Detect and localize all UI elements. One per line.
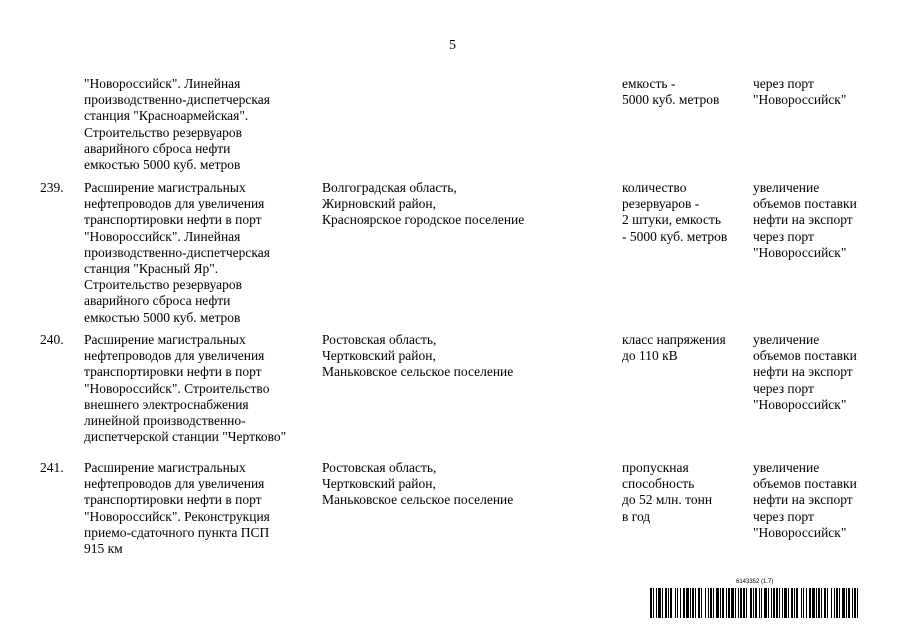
barcode-icon: [650, 588, 858, 618]
barcode-bar: [771, 588, 772, 618]
row-purpose: увеличение объемов поставки нефти на экспорт через порт "Новороссийск": [753, 460, 857, 540]
barcode-bar: [743, 588, 745, 618]
barcode: [650, 579, 860, 619]
row-name: Расширение магистральных нефтепроводов для увеличения транспортировки нефти в порт "Новороссийск". Строительство внешнего электроснабжения линейной производственно- диспетчерской станции "Чертково": [84, 332, 287, 445]
barcode-bar: [755, 588, 757, 618]
row-purpose: увеличение объемов поставки нефти на экспорт через порт "Новороссийск": [753, 180, 857, 260]
barcode-bar: [716, 588, 719, 618]
row-purpose: увеличение объемов поставки нефти на экспорт через порт "Новороссийск": [753, 332, 857, 412]
row-param: класс напряжения до 110 кВ: [622, 332, 726, 364]
barcode-bar: [692, 588, 694, 618]
barcode-bar: [818, 588, 820, 618]
barcode-bar: [831, 588, 832, 618]
barcode-bar: [668, 588, 669, 618]
barcode-bar: [779, 588, 780, 618]
barcode-bar: [834, 588, 835, 618]
barcode-bar: [698, 588, 700, 618]
barcode-bar: [801, 588, 802, 618]
barcode-bar: [650, 588, 652, 618]
barcode-bar: [803, 588, 804, 618]
barcode-bar: [854, 588, 856, 618]
barcode-bar: [839, 588, 840, 618]
continuation-param: емкость - 5000 куб. метров: [622, 76, 720, 108]
barcode-label: 6143352 (1.7): [736, 579, 774, 585]
row-name: Расширение магистральных нефтепроводов для увеличения транспортировки нефти в порт "Новороссийск". Реконструкция приемо-сдаточного пункта ПСП 915 км: [84, 460, 270, 557]
barcode-bar: [680, 588, 681, 618]
row-number: 241.: [40, 460, 64, 475]
barcode-bar: [842, 588, 845, 618]
barcode-bar: [821, 588, 822, 618]
barcode-bar: [738, 588, 739, 618]
row-number: 239.: [40, 180, 64, 195]
row-location: Ростовская область, Чертковский район, Маньковское сельское поселение: [322, 332, 514, 380]
barcode-bar: [776, 588, 778, 618]
barcode-bar: [768, 588, 769, 618]
row-location: Ростовская область, Чертковский район, Маньковское сельское поселение: [322, 460, 514, 508]
barcode-bar: [816, 588, 817, 618]
row-location: Волгоградская область, Жирновский район, Красноярское городское поселение: [322, 180, 525, 228]
barcode-bar: [796, 588, 798, 618]
barcode-bar: [735, 588, 736, 618]
barcode-bar: [827, 588, 828, 618]
barcode-bar: [753, 588, 754, 618]
barcode-bar: [846, 588, 847, 618]
barcode-bar: [653, 588, 654, 618]
barcode-bar: [857, 588, 858, 618]
barcode-bar: [812, 588, 815, 618]
barcode-bar: [750, 588, 752, 618]
page-number: 5: [449, 38, 456, 53]
barcode-bar: [675, 588, 676, 618]
barcode-bar: [686, 588, 689, 618]
barcode-bar: [740, 588, 742, 618]
barcode-bar: [852, 588, 853, 618]
barcode-bar: [788, 588, 789, 618]
barcode-bar: [726, 588, 727, 618]
row-param: пропускная способность до 52 млн. тонн в год: [622, 460, 713, 524]
barcode-bar: [656, 588, 657, 618]
barcode-bar: [662, 588, 663, 618]
barcode-bar: [764, 588, 767, 618]
barcode-bar: [784, 588, 787, 618]
barcode-bar: [710, 588, 712, 618]
barcode-bar: [773, 588, 775, 618]
barcode-bar: [701, 588, 702, 618]
row-param: количество резервуаров - 2 штуки, емкость - 5000 куб. метров: [622, 180, 728, 244]
barcode-bar: [761, 588, 762, 618]
barcode-bar: [791, 588, 793, 618]
barcode-bar: [731, 588, 734, 618]
barcode-bar: [809, 588, 811, 618]
barcode-bar: [713, 588, 714, 618]
barcode-bar: [794, 588, 795, 618]
row-name: Расширение магистральных нефтепроводов для увеличения транспортировки нефти в порт "Новороссийск". Линейная производственно-диспетчерская станция "Красный Яр". Строительство резервуаров аварийного сброса нефти емкостью 5000 куб. метров: [84, 180, 270, 325]
barcode-bar: [695, 588, 696, 618]
barcode-bar: [665, 588, 667, 618]
continuation-purpose: через порт "Новороссийск": [753, 76, 847, 108]
barcode-bar: [677, 588, 678, 618]
barcode-bar: [690, 588, 691, 618]
barcode-bar: [806, 588, 807, 618]
barcode-bar: [705, 588, 706, 618]
barcode-bar: [746, 588, 747, 618]
barcode-bar: [782, 588, 783, 618]
barcode-bar: [728, 588, 730, 618]
barcode-bar: [759, 588, 760, 618]
barcode-bar: [836, 588, 838, 618]
barcode-bar: [708, 588, 709, 618]
barcode-bar: [848, 588, 850, 618]
barcode-bar: [658, 588, 661, 618]
barcode-bar: [722, 588, 724, 618]
barcode-bar: [670, 588, 672, 618]
barcode-bar: [824, 588, 826, 618]
barcode-bar: [683, 588, 685, 618]
barcode-bar: [720, 588, 721, 618]
row-number: 240.: [40, 332, 64, 347]
continuation-name: "Новороссийск". Линейная производственно-диспетчерская станция "Красноармейская". Строительство резервуаров аварийного сброса нефти емкостью 5000 куб. метров: [84, 76, 270, 173]
